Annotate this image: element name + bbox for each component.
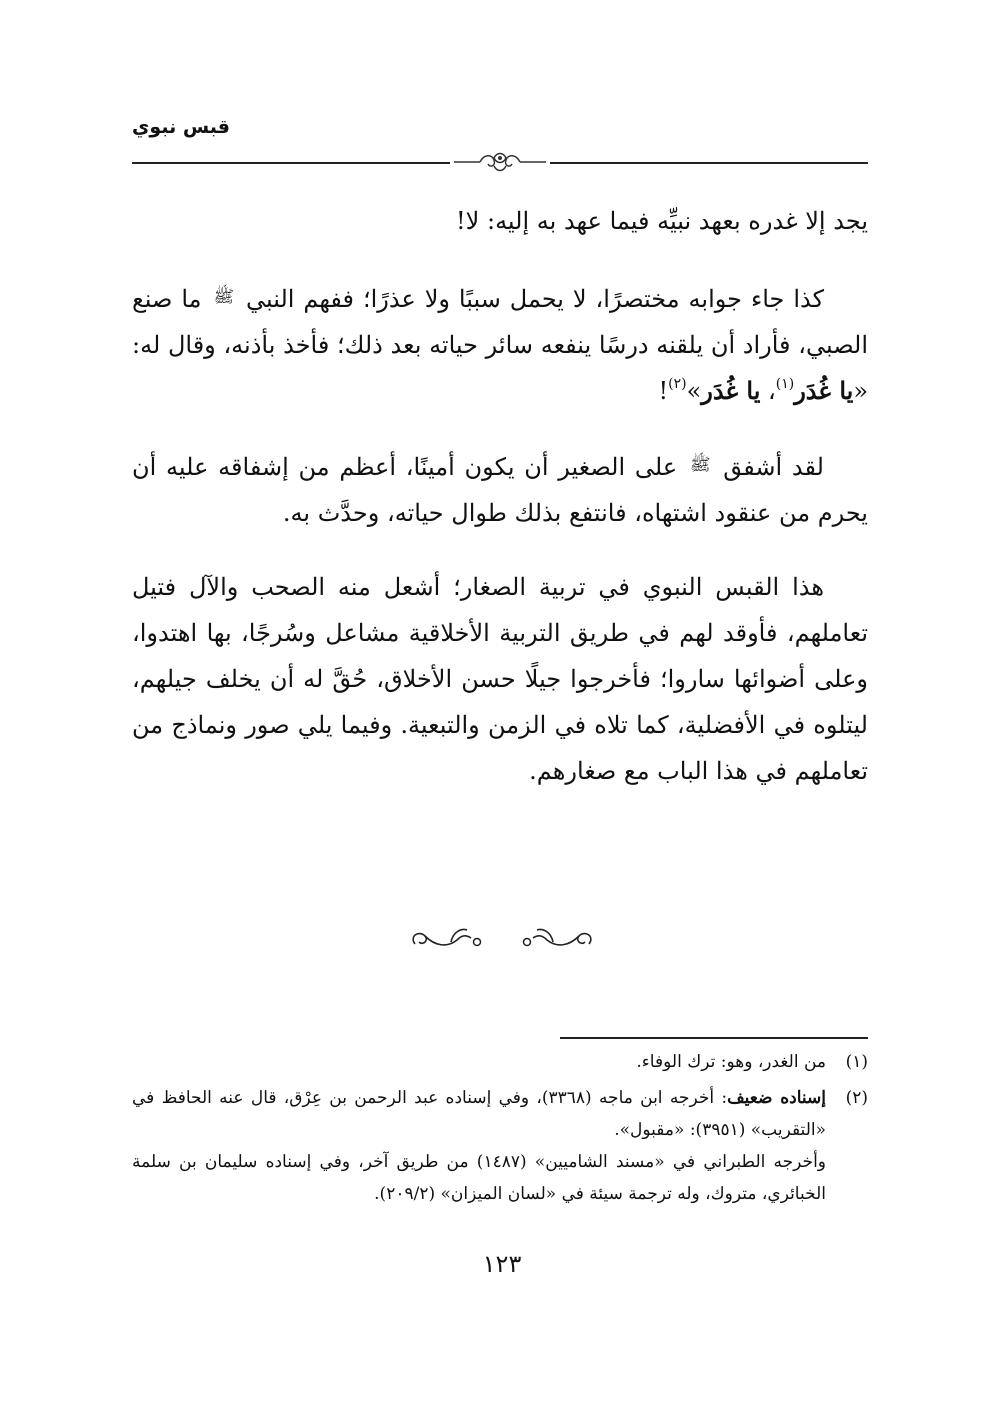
footnote-body xyxy=(132,1082,826,1210)
footnote-2-paragraph-2: وأخرجه الطبراني في «مسند الشاميين» (١٤٨٧) من طريق آخر، وفي إسناده سليمان بن سلمة الخبائري، متروك، وله ترجمة سيئة في «لسان الميزان» (٢٠٩/٢). xyxy=(132,1152,826,1204)
paragraph-4: هذا القبس النبوي في تربية الصغار؛ أشعل منه الصحب والآل فتيل تعاملهم، فأوقد لهم في طريق التربية الأخلاقية مشاعل وسُرجًا، بها اهتدوا، وعلى أضوائها ساروا؛ فأخرجوا جيلًا حسن الأخلاق، حُقَّ له أن يخلف جيلهم، ليتلوه في الأفضلية، كما تلاه في الزمن والتبعية. وفيما يلي صور ونماذج من تعاملهم في هذا الباب مع صغارهم. xyxy=(132,573,868,785)
paragraph-3-part-b: على الصغير أن يكون أمينًا، أعظم من إشفاقه عليه أن يحرم من عنقود اشتهاه، فانتفع بذلك طوال حياته، وحدَّث به. xyxy=(132,453,868,527)
footnote-number: (١) xyxy=(845,1052,868,1072)
footnote-text: : أخرجه ابن ماجه (٣٣٦٨)، وفي إسناده عبد الرحمن بن عِرْق، قال عنه الحافظ في «التقريب» (٣٩٥١): «مقبول». xyxy=(132,1088,826,1140)
footnote-ref-2[interactable]: (٢) xyxy=(668,376,687,392)
paragraph-2 xyxy=(132,274,868,414)
paragraph-2-end: ! xyxy=(658,377,669,405)
running-title: قبس نبوي xyxy=(132,116,230,138)
footnote-1 xyxy=(132,1046,868,1078)
salla-ligature: ﷺ xyxy=(213,287,235,307)
header-ornament-icon xyxy=(450,148,550,176)
footnote-number: (٢) xyxy=(845,1088,868,1108)
hadith-quote-1: يا غُدَر xyxy=(794,376,854,405)
section-divider-icon xyxy=(395,922,609,962)
paragraph-1: يجد إلا غدره بعهد نبيِّه فيما عهد به إليه: لا! xyxy=(456,207,868,235)
footnote-2-paragraph-1 xyxy=(132,1082,826,1146)
hadith-quote-2: يا غُدَر xyxy=(701,376,761,405)
salla-ligature: ﷺ xyxy=(689,455,711,475)
footnote-lead: إسناده ضعيف xyxy=(727,1088,826,1108)
paragraph-2-part-a: كذا جاء جوابه مختصرًا، لا يحمل سببًا ولا عذرًا؛ ففهم النبي xyxy=(245,285,825,313)
quote-separator: ، xyxy=(760,377,776,405)
footnote-ref-1[interactable]: (١) xyxy=(775,376,795,392)
footnote-rule xyxy=(560,1037,868,1039)
footnote-2 xyxy=(132,1082,868,1210)
main-text xyxy=(132,198,868,822)
footnotes xyxy=(132,1046,868,1210)
quote-close: » xyxy=(686,377,702,405)
paragraph-3 xyxy=(132,442,868,536)
page-header xyxy=(132,110,868,180)
paragraph-2-part-b: ما صنع الصبي، فأراد أن يلقنه درسًا ينفعه سائر حياته بعد ذلك؛ فأخذ بأذنه، وقال له: « xyxy=(132,285,869,405)
page-number: ١٢٣ xyxy=(482,1250,522,1278)
paragraph-3-part-a: لقد أشفق xyxy=(723,453,824,481)
footnote-text: من الغدر، وهو: ترك الوفاء. xyxy=(636,1052,826,1072)
